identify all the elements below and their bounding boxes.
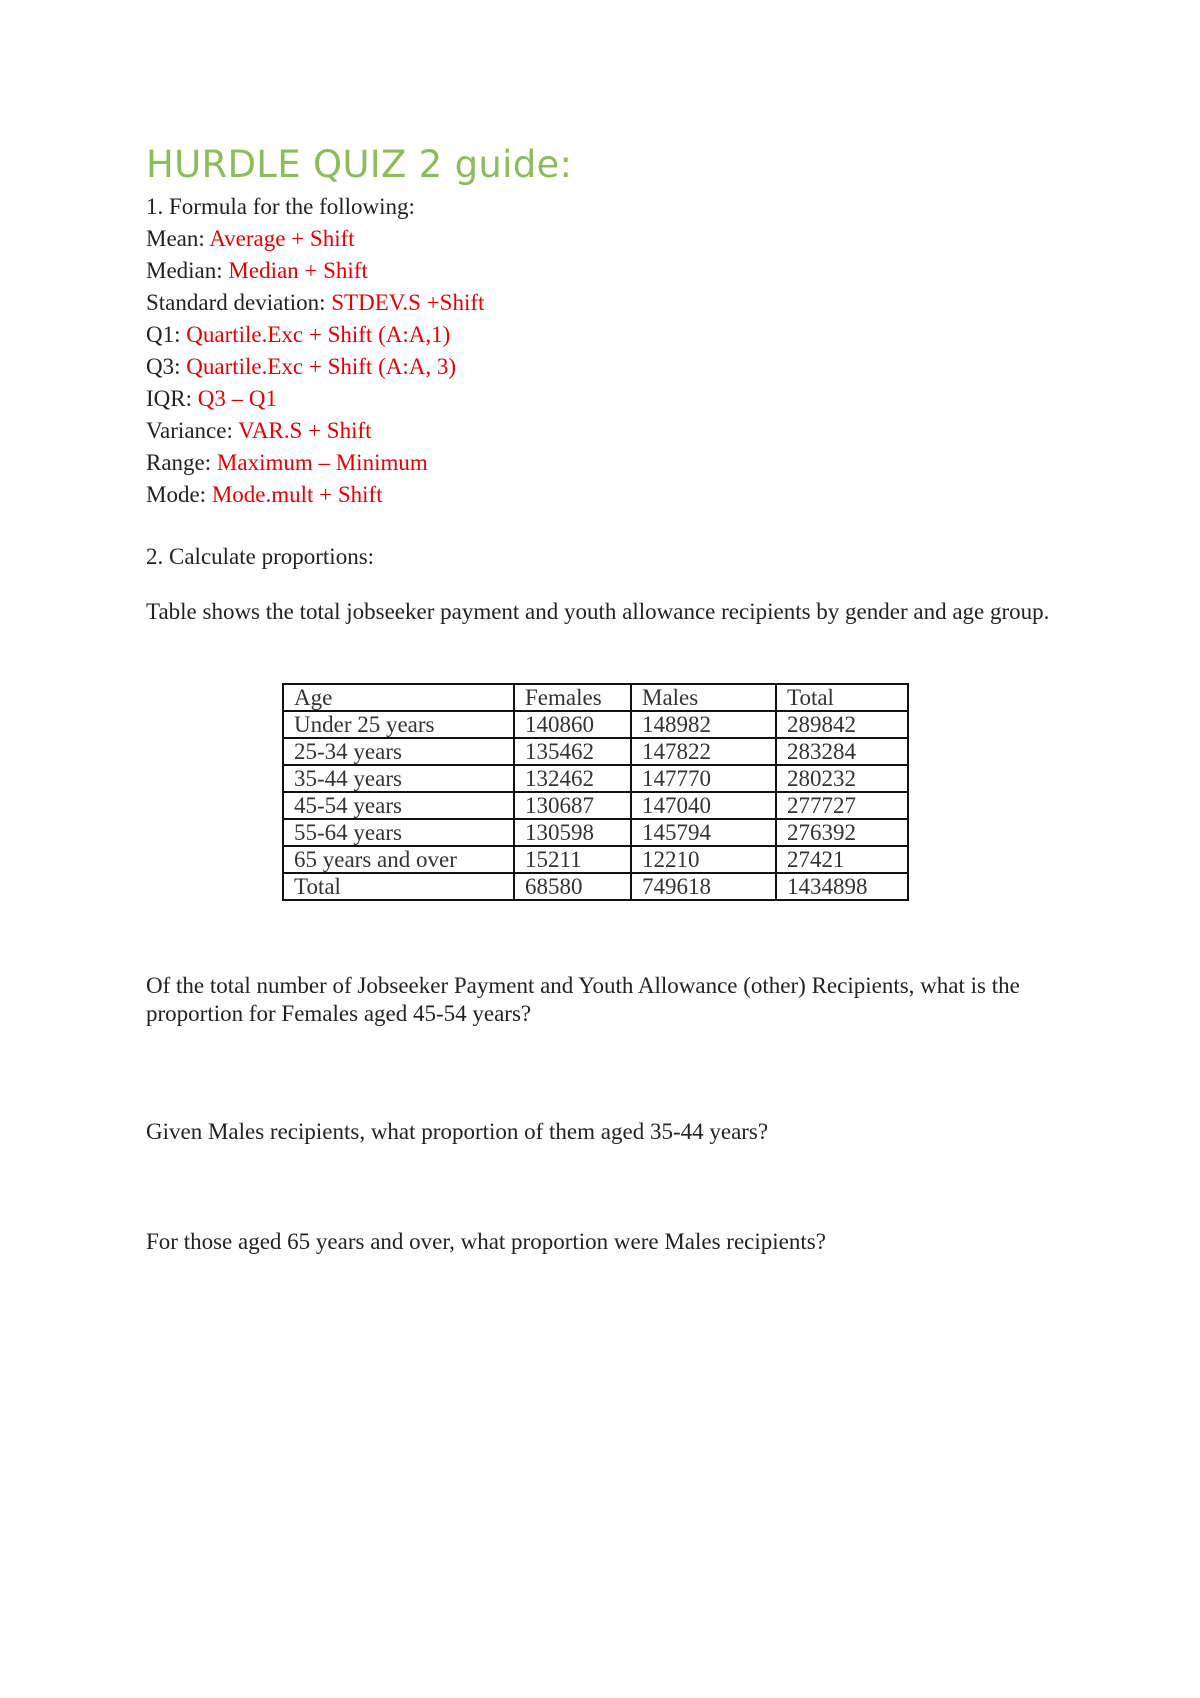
table-cell: 147770 bbox=[631, 765, 776, 792]
formula-standard-deviation bbox=[146, 289, 484, 316]
formula-label: Standard deviation: bbox=[146, 290, 332, 315]
table-cell: 65 years and over bbox=[283, 846, 514, 873]
table-cell: Total bbox=[283, 873, 514, 900]
table-cell: 147822 bbox=[631, 738, 776, 765]
formula-value: Mode.mult + Shift bbox=[211, 482, 383, 507]
formula-label: Median: bbox=[146, 258, 229, 283]
question-1: Of the total number of Jobseeker Payment and Youth Allowance (other) Recipients, what is the proportion for Females aged 45-54 years? bbox=[146, 973, 1020, 1026]
formula-label: Q1: bbox=[146, 322, 187, 347]
table-row bbox=[283, 846, 908, 873]
formula-label: Range: bbox=[146, 450, 217, 475]
table-cell: 148982 bbox=[631, 711, 776, 738]
table-header-row bbox=[283, 684, 908, 711]
table-cell: 27421 bbox=[776, 846, 908, 873]
formula-value: Q3 – Q1 bbox=[197, 386, 277, 411]
table-cell: 130687 bbox=[514, 792, 631, 819]
table-cell: 55-64 years bbox=[283, 819, 514, 846]
header-cell: Females bbox=[514, 684, 631, 711]
formula-mode bbox=[146, 481, 383, 508]
table-row bbox=[283, 819, 908, 846]
header-cell: Total bbox=[776, 684, 908, 711]
formula-q3 bbox=[146, 353, 456, 380]
formula-value: STDEV.S +Shift bbox=[331, 290, 485, 315]
formula-value: Maximum – Minimum bbox=[216, 450, 428, 475]
formula-value: Median + Shift bbox=[228, 258, 368, 283]
header-cell: Males bbox=[631, 684, 776, 711]
page-title: HURDLE QUIZ 2 guide: bbox=[146, 143, 573, 186]
table-cell: Under 25 years bbox=[283, 711, 514, 738]
table-cell: 749618 bbox=[631, 873, 776, 900]
table-cell: 35-44 years bbox=[283, 765, 514, 792]
header-cell: Age bbox=[283, 684, 514, 711]
formula-mean bbox=[146, 225, 355, 252]
section1-heading: 1. Formula for the following: bbox=[146, 194, 415, 219]
formula-variance bbox=[146, 417, 372, 444]
table-row bbox=[283, 738, 908, 765]
table-cell: 140860 bbox=[514, 711, 631, 738]
table-intro: Table shows the total jobseeker payment and youth allowance recipients by gender and age group. bbox=[146, 599, 1050, 624]
formula-label: Variance: bbox=[146, 418, 239, 443]
table-cell: 145794 bbox=[631, 819, 776, 846]
formula-label: Mode: bbox=[146, 482, 212, 507]
table-cell: 289842 bbox=[776, 711, 908, 738]
table-cell: 277727 bbox=[776, 792, 908, 819]
formula-label: Mean: bbox=[146, 226, 210, 251]
table-total-row bbox=[283, 873, 908, 900]
section2-heading: 2. Calculate proportions: bbox=[146, 544, 375, 569]
formula-q1 bbox=[146, 321, 450, 348]
table-cell: 283284 bbox=[776, 738, 908, 765]
formula-value: Quartile.Exc + Shift (A:A, 3) bbox=[186, 354, 456, 379]
table-cell: 276392 bbox=[776, 819, 908, 846]
formula-iqr bbox=[146, 385, 277, 412]
table-cell: 132462 bbox=[514, 765, 631, 792]
table-cell: 15211 bbox=[514, 846, 631, 873]
table-cell: 135462 bbox=[514, 738, 631, 765]
formula-value: Average + Shift bbox=[209, 226, 355, 251]
formula-value: VAR.S + Shift bbox=[238, 418, 372, 443]
table-row bbox=[283, 711, 908, 738]
table-cell: 280232 bbox=[776, 765, 908, 792]
question-3: For those aged 65 years and over, what proportion were Males recipients? bbox=[146, 1229, 826, 1254]
recipients-table bbox=[282, 683, 909, 901]
table-cell: 130598 bbox=[514, 819, 631, 846]
table-cell: 25-34 years bbox=[283, 738, 514, 765]
table-cell: 147040 bbox=[631, 792, 776, 819]
question-2: Given Males recipients, what proportion of them aged 35-44 years? bbox=[146, 1119, 769, 1144]
table-row bbox=[283, 792, 908, 819]
table-cell: 45-54 years bbox=[283, 792, 514, 819]
formula-label: Q3: bbox=[146, 354, 187, 379]
table-cell: 1434898 bbox=[776, 873, 908, 900]
table-cell: 12210 bbox=[631, 846, 776, 873]
formula-median bbox=[146, 257, 368, 284]
table-cell: 68580 bbox=[514, 873, 631, 900]
formula-range bbox=[146, 449, 428, 476]
formula-label: IQR: bbox=[146, 386, 198, 411]
table-row bbox=[283, 765, 908, 792]
formula-value: Quartile.Exc + Shift (A:A,1) bbox=[186, 322, 451, 347]
